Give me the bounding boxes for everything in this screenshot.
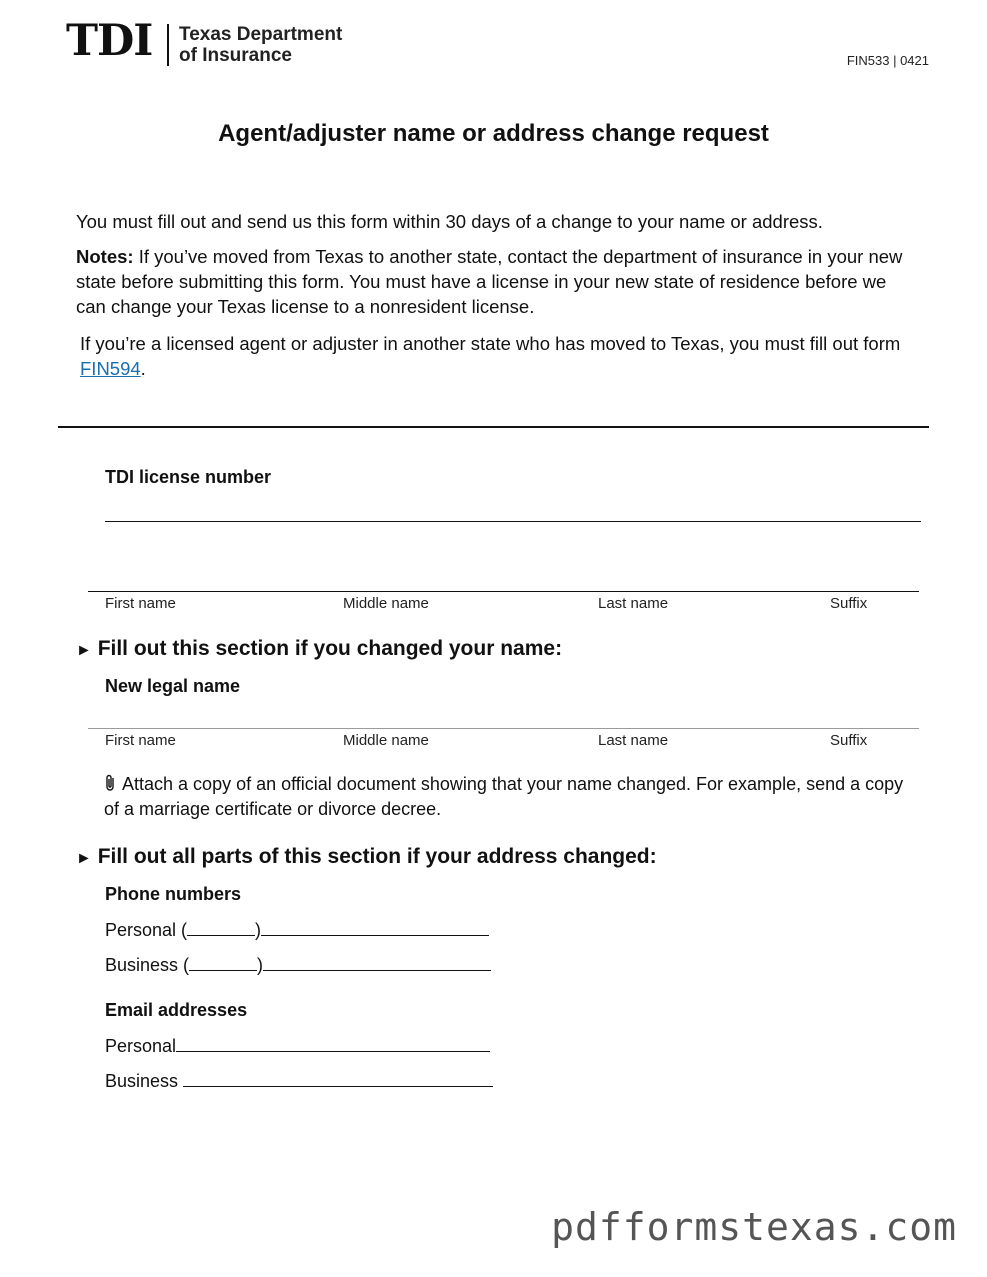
logo-line-2: of Insurance [179,45,292,66]
email-addresses-label: Email addresses [105,1000,248,1020]
new-suffix-label: Suffix [830,732,868,749]
suffix-label: Suffix [830,595,868,612]
section-divider [58,426,929,428]
attach-note [104,772,914,822]
business-phone-label: Business ( [105,955,190,975]
form-code: FIN533 | 0421 [846,53,929,68]
notes-paragraph [76,244,916,319]
last-name-label: Last name [598,595,669,612]
personal-area-code-field[interactable] [187,919,255,936]
watermark: pdfformstexas.com [551,1205,957,1249]
personal-email-row [105,1035,490,1057]
intro-paragraph: You must fill out and send us this form within 30 days of a change to your name or address. [76,211,823,232]
attach-note-text: Attach a copy of an official document showing that your name changed. For example, send a copy of a marriage certificate or divorce decree. [104,774,904,819]
fin594-link[interactable]: FIN594 [80,358,141,379]
phone-numbers-label: Phone numbers [105,884,242,904]
business-area-code-field[interactable] [189,954,257,971]
tdi-logo-abbr: TDI [66,16,153,66]
paperclip-icon [104,774,118,792]
page-title: Agent/adjuster name or address change request [218,120,769,147]
name-change-heading-text: Fill out this section if you changed your name: [97,637,563,660]
logo-line-1: Texas Department [179,24,343,45]
business-email-label: Business [105,1071,184,1091]
business-phone-field[interactable] [263,954,491,971]
personal-phone-field[interactable] [261,919,489,936]
personal-email-field[interactable] [176,1035,490,1052]
middle-name-label: Middle name [343,595,429,612]
license-number-field[interactable] [105,521,921,522]
logo-divider [167,24,169,66]
business-email-row [105,1070,493,1092]
current-name-field[interactable] [88,591,919,592]
business-phone-row: Business ( ) [105,954,491,976]
fin594-end: . [140,358,146,379]
new-legal-name-label: New legal name [105,676,241,696]
first-name-label: First name [105,595,176,612]
license-label: TDI license number [105,467,272,487]
personal-phone-label: Personal ( [105,920,188,940]
triangle-right-icon: ► [76,642,92,659]
address-change-heading [76,845,657,869]
fin594-paragraph [80,331,920,381]
new-name-field[interactable] [88,728,919,729]
new-last-name-label: Last name [598,732,669,749]
new-middle-name-label: Middle name [343,732,429,749]
notes-label: Notes: [76,246,134,267]
name-change-heading [76,637,562,661]
fin594-text: If you’re a licensed agent or adjuster in another state who has moved to Texas, you must fill out form [80,333,901,354]
triangle-right-icon: ► [76,850,92,867]
personal-email-label: Personal [105,1036,177,1056]
notes-text: If you’ve moved from Texas to another state, contact the department of insurance in your new state before submitting this form. You must have a license in your new state of residence before we can change your Texas license to a nonresident license. [76,246,903,317]
business-email-field[interactable] [183,1070,493,1087]
address-change-heading-text: Fill out all parts of this section if your address changed: [97,845,657,868]
personal-phone-row: Personal ( ) [105,919,489,941]
new-first-name-label: First name [105,732,176,749]
tdi-logo-name [179,24,342,66]
